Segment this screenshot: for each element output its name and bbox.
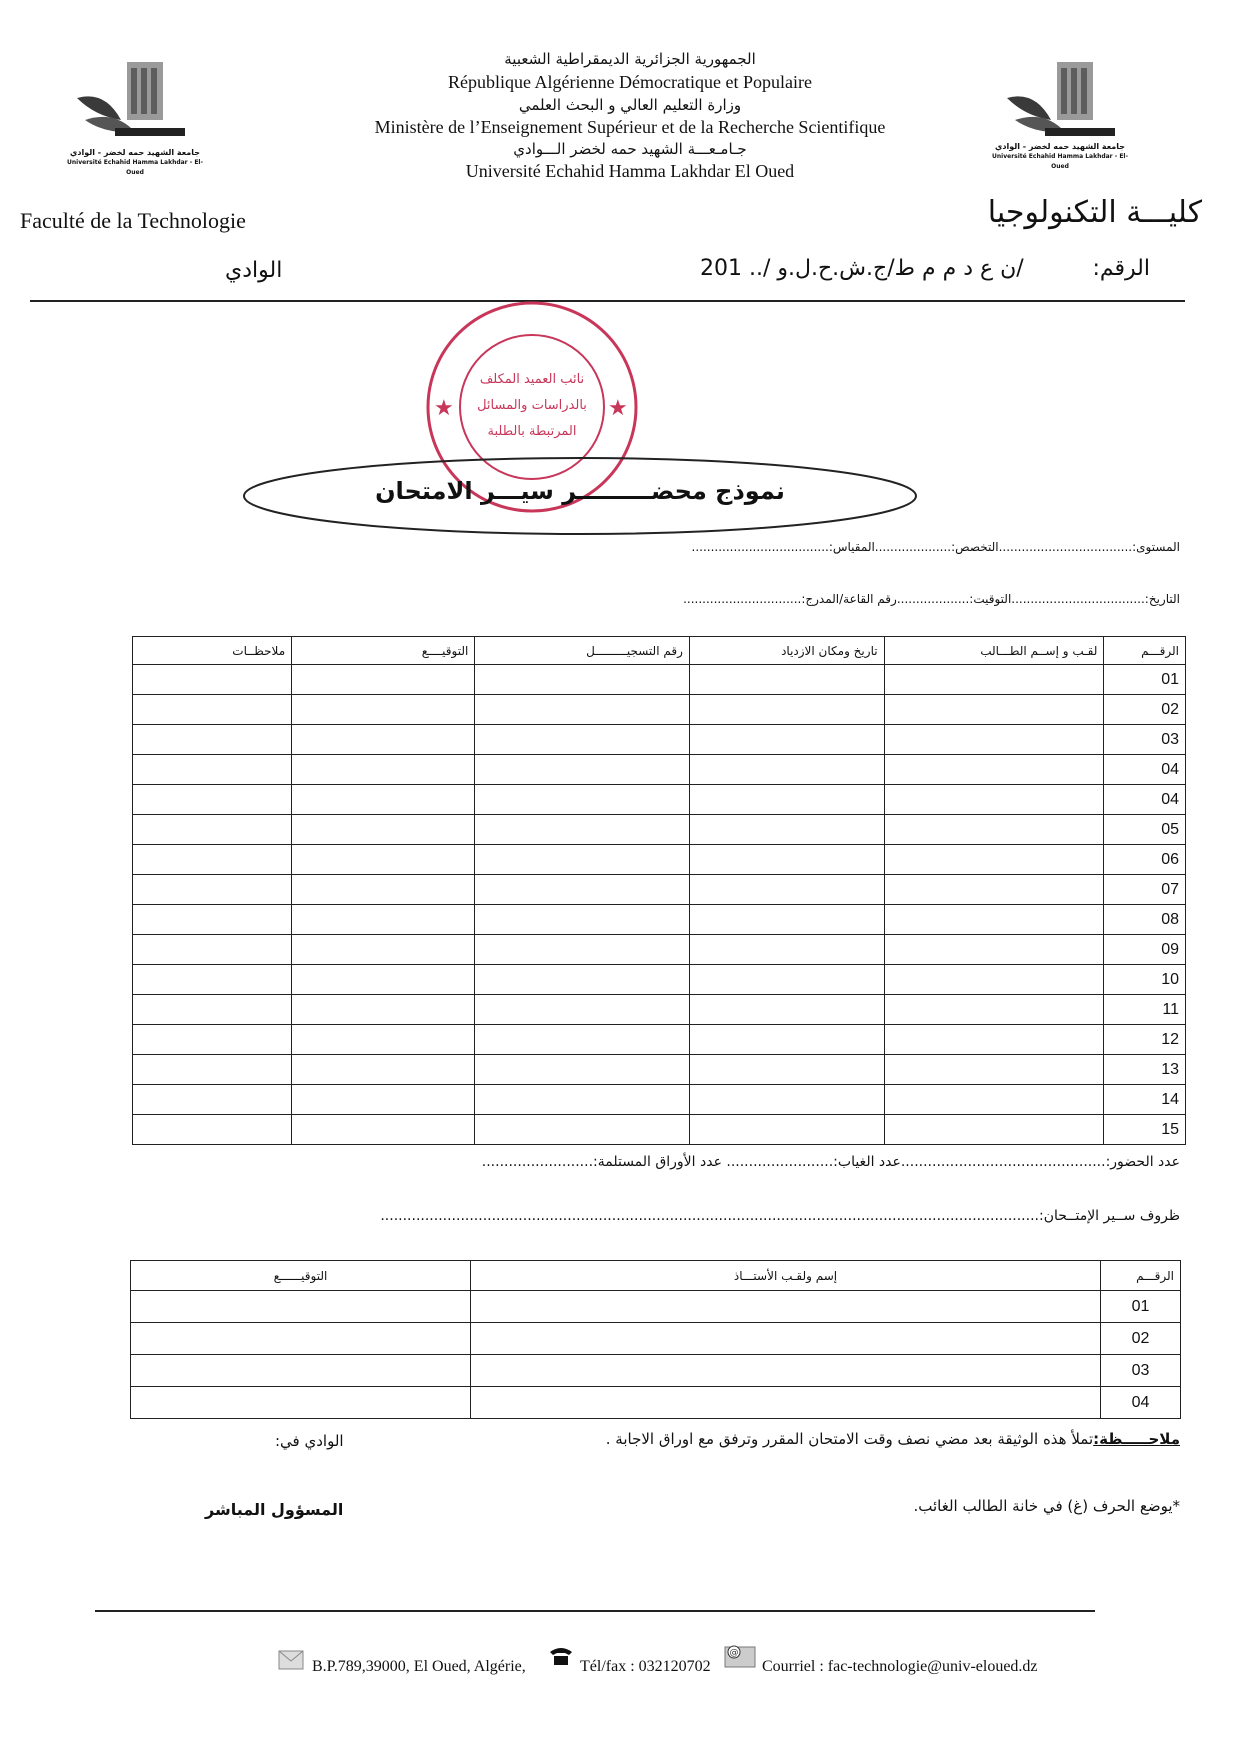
row-number: 02 (1101, 1323, 1181, 1355)
place-label: الوادي في: (275, 1432, 344, 1450)
row-number: 03 (1104, 725, 1186, 755)
table-cell[interactable] (133, 695, 292, 725)
table-cell[interactable] (689, 995, 884, 1025)
table-cell[interactable] (475, 1025, 690, 1055)
table-cell[interactable] (292, 1085, 475, 1115)
table-cell[interactable] (884, 1115, 1104, 1145)
students-table (132, 636, 1186, 1145)
table-cell[interactable] (292, 875, 475, 905)
table-cell[interactable] (292, 935, 475, 965)
table-cell[interactable] (475, 725, 690, 755)
col-signature: التوقيــــع (292, 637, 475, 665)
table-cell[interactable] (689, 875, 884, 905)
university-logo-right (1005, 50, 1125, 150)
row-number: 01 (1101, 1291, 1181, 1323)
table-cell[interactable] (133, 935, 292, 965)
table-row (131, 1355, 1181, 1387)
table-cell[interactable] (133, 815, 292, 845)
table-cell[interactable] (475, 665, 690, 695)
table-cell[interactable] (292, 815, 475, 845)
svg-text:★: ★ (608, 396, 628, 421)
table-row (133, 815, 1186, 845)
table-cell[interactable] (133, 995, 292, 1025)
teachers-table (130, 1260, 1181, 1419)
table-cell[interactable] (133, 785, 292, 815)
row-number: 09 (1104, 935, 1186, 965)
table-cell[interactable] (475, 845, 690, 875)
table-cell[interactable] (471, 1323, 1101, 1355)
table-cell[interactable] (884, 935, 1104, 965)
table-cell[interactable] (471, 1387, 1101, 1419)
table-row (133, 1055, 1186, 1085)
table-cell[interactable] (133, 1115, 292, 1145)
table-cell[interactable] (689, 815, 884, 845)
envelope-icon (278, 1650, 304, 1670)
reference-number: /ن ع د م م ط/ج.ش.ح.ل.و /.. 201 (700, 256, 1024, 281)
table-cell[interactable] (292, 665, 475, 695)
table-cell[interactable] (689, 905, 884, 935)
row-number: 10 (1104, 965, 1186, 995)
table-cell[interactable] (689, 935, 884, 965)
table-cell[interactable] (475, 875, 690, 905)
table-cell[interactable] (475, 755, 690, 785)
table-cell[interactable] (884, 995, 1104, 1025)
col-student-name: لقـب و إســم الطـــالب (884, 637, 1104, 665)
col-birth: تاريخ ومكان الازدياد (689, 637, 884, 665)
header-fr-republic: République Algérienne Démocratique et Populaire (448, 72, 812, 92)
header-fr-university: Université Echahid Hamma Lakhdar El Oued (465, 161, 795, 181)
row-number: 08 (1104, 905, 1186, 935)
note-label: ملاحـــــظة: (1093, 1430, 1180, 1448)
row-number: 04 (1104, 755, 1186, 785)
table-cell[interactable] (133, 845, 292, 875)
table-cell[interactable] (292, 845, 475, 875)
col-teacher-name: إسم ولقـب الأستـــاذ (471, 1261, 1101, 1291)
table-row (133, 665, 1186, 695)
table-row (133, 755, 1186, 785)
table-row (133, 785, 1186, 815)
table-cell[interactable] (133, 1085, 292, 1115)
table-cell[interactable] (133, 965, 292, 995)
table-cell[interactable] (133, 905, 292, 935)
table-row (131, 1291, 1181, 1323)
table-cell[interactable] (689, 785, 884, 815)
telephone-icon (548, 1644, 574, 1666)
stamp-line-3: المرتبطة بالطلبة (487, 424, 577, 439)
table-cell[interactable] (689, 755, 884, 785)
table-cell[interactable] (884, 755, 1104, 785)
stamp-line-1: نائب العميد المكلف (479, 372, 585, 387)
row-number: 14 (1104, 1085, 1186, 1115)
col-teacher-signature: التوقيــــــع (131, 1261, 471, 1291)
table-cell[interactable] (884, 815, 1104, 845)
table-cell[interactable] (131, 1355, 471, 1387)
table-row (133, 1085, 1186, 1115)
table-cell[interactable] (884, 1025, 1104, 1055)
table-cell[interactable] (689, 725, 884, 755)
email-icon (724, 1644, 758, 1668)
row-number: 05 (1104, 815, 1186, 845)
table-cell[interactable] (131, 1291, 471, 1323)
table-cell[interactable] (475, 1115, 690, 1145)
table-cell[interactable] (475, 995, 690, 1025)
table-row (133, 935, 1186, 965)
table-row (131, 1323, 1181, 1355)
faculty-name-fr: Faculté de la Technologie (20, 208, 246, 233)
table-cell[interactable] (292, 995, 475, 1025)
table-cell[interactable] (689, 845, 884, 875)
row-number: 02 (1104, 695, 1186, 725)
row-number: 07 (1104, 875, 1186, 905)
students-table-header (133, 637, 1186, 665)
table-cell[interactable] (884, 725, 1104, 755)
field-level-specialty-module[interactable]: المستوى:...................................التخصص:....................المقياس:.................................... (691, 540, 1180, 554)
table-cell[interactable] (133, 1025, 292, 1055)
table-cell[interactable] (475, 1085, 690, 1115)
table-cell[interactable] (475, 1055, 690, 1085)
footer-address: B.P.789,39000, El Oued, Algérie, (312, 1658, 526, 1675)
table-cell[interactable] (689, 1115, 884, 1145)
header-ar-republic: الجمهورية الجزائرية الديمقراطية الشعبية (504, 50, 756, 68)
table-cell[interactable] (133, 725, 292, 755)
university-logo-left (75, 50, 195, 150)
table-row (133, 845, 1186, 875)
table-cell[interactable] (475, 965, 690, 995)
table-cell[interactable] (292, 785, 475, 815)
row-number: 01 (1104, 665, 1186, 695)
table-cell[interactable] (133, 875, 292, 905)
table-cell[interactable] (884, 875, 1104, 905)
table-cell[interactable] (471, 1291, 1101, 1323)
col-registration: رقم التسجيـــــــــل (475, 637, 690, 665)
absent-note: *يوضع الحرف (غ) في خانة الطالب الغائب. (913, 1497, 1180, 1515)
row-number: 12 (1104, 1025, 1186, 1055)
table-cell[interactable] (884, 905, 1104, 935)
reference-label: الرقم: (1092, 256, 1150, 281)
table-cell[interactable] (689, 695, 884, 725)
table-row (133, 965, 1186, 995)
header-fr-ministry: Ministère de l’Enseignement Supérieur et de la Recherche Scientifique (374, 117, 886, 137)
table-cell[interactable] (471, 1355, 1101, 1387)
note-text: تملأ هذه الوثيقة بعد مضي نصف وقت الامتحان المقرر وترفق مع اوراق الاجابة . (605, 1430, 1094, 1448)
table-cell[interactable] (475, 935, 690, 965)
footer-email[interactable]: Courriel : fac-technologie@univ-eloued.dz (762, 1658, 1038, 1675)
table-cell[interactable] (292, 695, 475, 725)
table-cell[interactable] (689, 1085, 884, 1115)
teachers-table-header (131, 1261, 1181, 1291)
table-cell[interactable] (133, 1055, 292, 1085)
table-cell[interactable] (292, 1055, 475, 1085)
table-cell[interactable] (475, 815, 690, 845)
note-line (606, 1430, 1180, 1448)
table-row (131, 1387, 1181, 1419)
table-cell[interactable] (475, 785, 690, 815)
row-number: 11 (1104, 995, 1186, 1025)
logo-caption-left: جامعة الشهيد حمه لخضر - الوادي Université Echahid Hamma Lakhdar - El-Oued (67, 148, 203, 176)
header-ar-ministry: وزارة التعليم العالي و البحث العلمي (518, 96, 742, 114)
table-row (133, 875, 1186, 905)
table-row (133, 995, 1186, 1025)
row-number: 13 (1104, 1055, 1186, 1085)
table-row (133, 695, 1186, 725)
table-cell[interactable] (292, 965, 475, 995)
footer-phone: Tél/fax : 032120702 (580, 1658, 711, 1675)
table-cell[interactable] (131, 1323, 471, 1355)
table-cell[interactable] (689, 965, 884, 995)
svg-text:★: ★ (434, 396, 454, 421)
table-cell[interactable] (689, 1025, 884, 1055)
table-row (133, 1025, 1186, 1055)
row-number: 06 (1104, 845, 1186, 875)
table-cell[interactable] (292, 905, 475, 935)
field-attendance-counts[interactable]: عدد الحضور:..............................................عدد الغياب:........................ عدد الأوراق المستلمة:......................... (481, 1154, 1180, 1170)
table-row (133, 905, 1186, 935)
table-cell[interactable] (689, 665, 884, 695)
table-cell[interactable] (884, 1085, 1104, 1115)
svg-text:@: @ (729, 1648, 739, 1658)
table-row (133, 1115, 1186, 1145)
table-cell[interactable] (292, 725, 475, 755)
table-cell[interactable] (292, 1115, 475, 1145)
responsible-label: المسؤول المباشر (205, 1500, 344, 1519)
table-cell[interactable] (475, 695, 690, 725)
table-cell[interactable] (884, 785, 1104, 815)
field-date-time-room[interactable]: التاريخ:...................................التوقيت:...................رقم القاعة/المدرج:............................... (683, 592, 1180, 606)
table-cell[interactable] (689, 1055, 884, 1085)
city-label: الوادي (225, 258, 283, 283)
stamp-line-2: بالدراسات والمسائل (477, 398, 587, 413)
table-cell[interactable] (292, 755, 475, 785)
row-number: 04 (1101, 1387, 1181, 1419)
row-number: 04 (1104, 785, 1186, 815)
row-number: 15 (1104, 1115, 1186, 1145)
table-cell[interactable] (884, 665, 1104, 695)
row-number: 03 (1101, 1355, 1181, 1387)
table-cell[interactable] (131, 1387, 471, 1419)
table-cell[interactable] (292, 1025, 475, 1055)
table-cell[interactable] (133, 755, 292, 785)
field-exam-conditions[interactable]: ظروف ســير الإمتــحان:.................................................................................................................................................... (380, 1208, 1180, 1224)
col-remarks: ملاحظــات (133, 637, 292, 665)
table-cell[interactable] (884, 845, 1104, 875)
col-teacher-number: الرقـــم (1101, 1261, 1181, 1291)
logo-caption-right: جامعة الشهيد حمه لخضر - الوادي Université Echahid Hamma Lakhdar - El-Oued (992, 142, 1128, 170)
form-title: نموذج محضـــــــــر سيـــر الامتحان (375, 477, 785, 505)
table-cell[interactable] (884, 695, 1104, 725)
col-number: الرقـــم (1104, 637, 1186, 665)
table-cell[interactable] (884, 1055, 1104, 1085)
table-cell[interactable] (475, 905, 690, 935)
footer-divider (95, 1610, 1095, 1612)
header-ar-university: جـامـعـــة الشهيد حمه لخضر الـــوادي (513, 140, 747, 158)
table-row (133, 725, 1186, 755)
faculty-name-ar: كليـــة التكنولوجيا (987, 195, 1202, 230)
table-cell[interactable] (133, 665, 292, 695)
table-cell[interactable] (884, 965, 1104, 995)
